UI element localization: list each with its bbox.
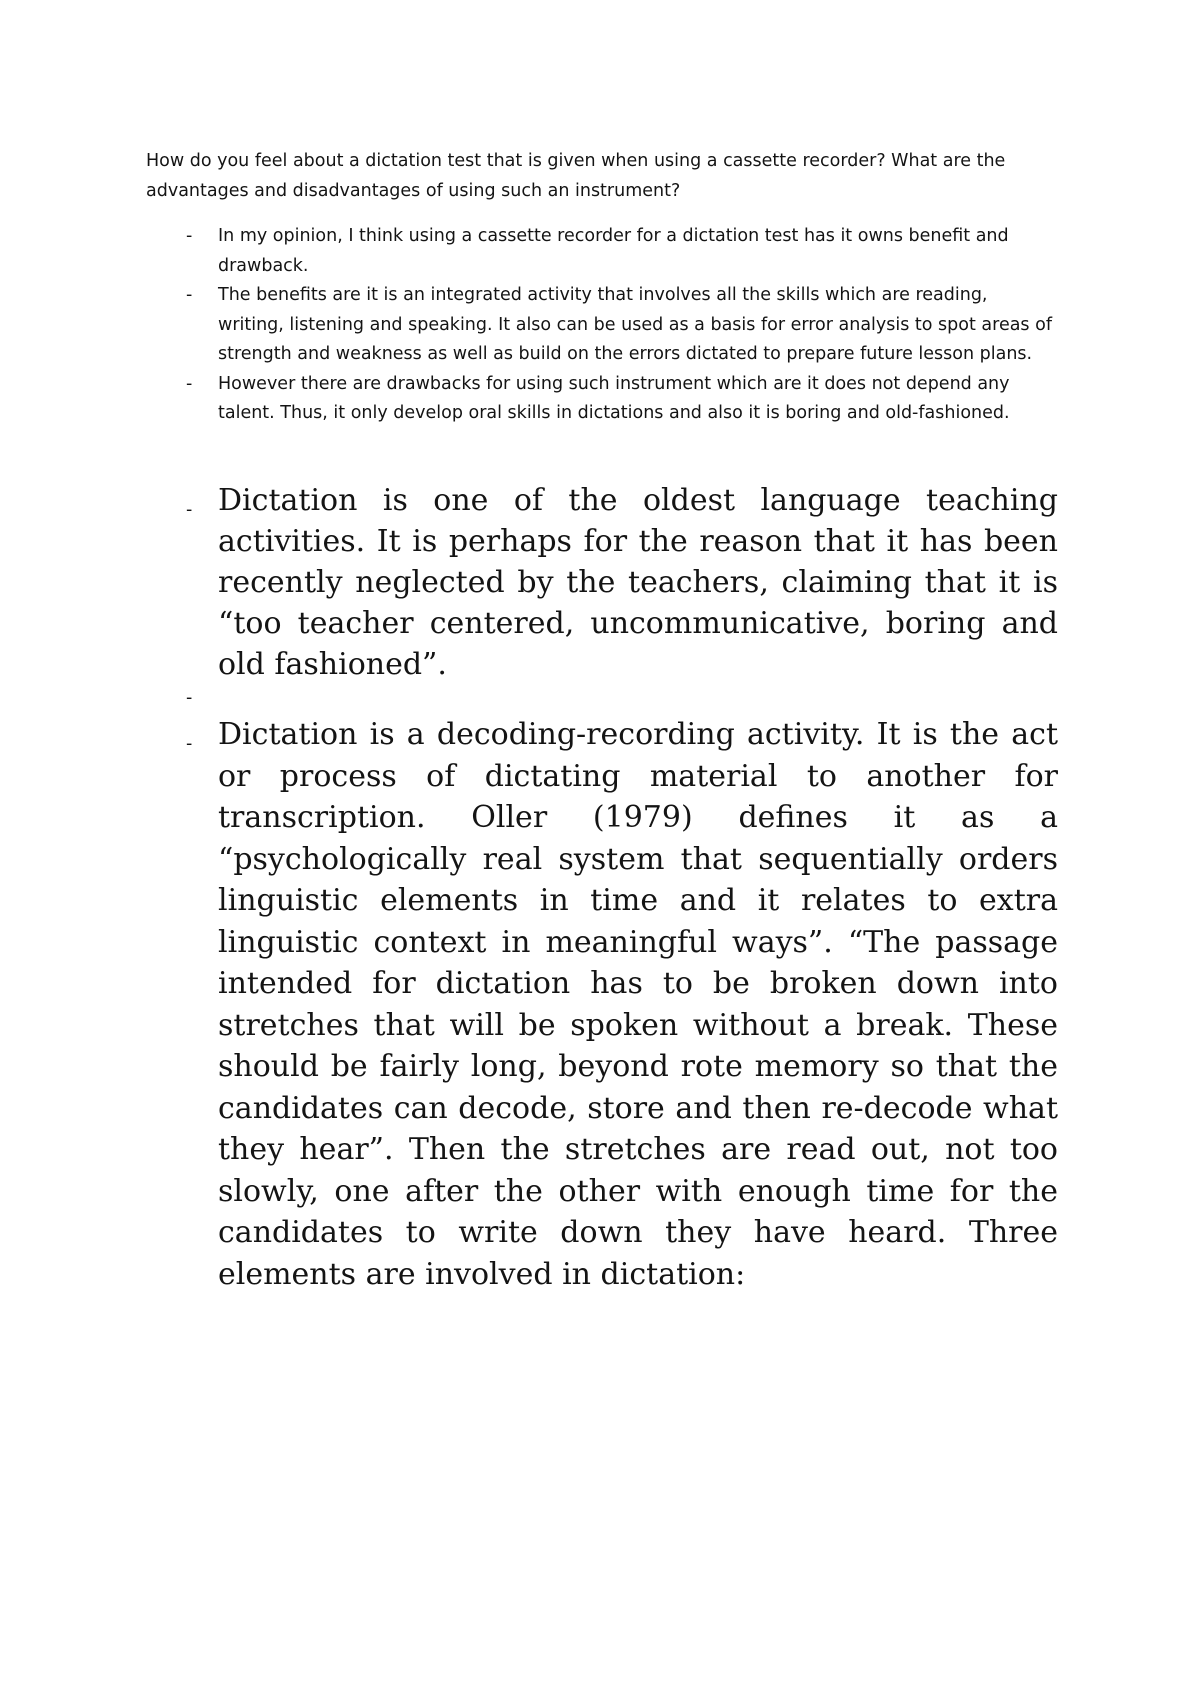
answer-item [0, 370, 1058, 429]
bullet-dash: - [186, 734, 193, 754]
answer-item [0, 222, 1058, 281]
paragraph-text: Dictation is a decoding-recording activity. It is the act or process of dictating material to another for transcription. Oller (1979) defines it as a “psychologically real system that sequentially orders linguistic elements in time and it relates to extra linguistic context in meaningful ways”. “The passage intended for dictation has to be broken down into stretches that will be spoken without a break. These should be fairly long, beyond rote memory so that the candidates can decode, store and then re-decode what they hear”. Then the stretches are read out, not too slowly, one after the other with enough time for the candidates to write down they have heard. Three elements are involved in dictation: [218, 717, 1058, 1292]
bullet-dash: - [186, 226, 193, 246]
answer-list [0, 222, 1058, 429]
bullet-dash: - [186, 500, 193, 520]
answer-text: In my opinion, I think using a cassette recorder for a dictation test has it owns benefit and drawback. [218, 226, 1009, 276]
answer-item [0, 281, 1058, 370]
answer-text: However there are drawbacks for using such instrument which are it does not depend any talent. Thus, it only develop oral skills in dictations and also it is boring and old-fashioned. [218, 373, 1010, 423]
empty-bullet-dash: - [186, 688, 193, 708]
bullet-dash: - [186, 373, 193, 394]
question-text: How do you feel about a dictation test that is given when using a cassette recorder? What are the advantages and disadvantages of using such an instrument? [146, 151, 1006, 201]
paragraph-item [0, 480, 1058, 685]
paragraph-item [0, 714, 1058, 1295]
bullet-dash: - [186, 285, 193, 305]
paragraph-text: Dictation is one of the oldest language teaching activities. It is perhaps for the reason that it has been recently neglected by the teachers, claiming that it is “too teacher centered, uncommunicative, boring and old fashioned”. [218, 483, 1058, 682]
answer-text: The benefits are it is an integrated activity that involves all the skills which are reading, writing, listening and speaking. It also can be used as a basis for error analysis to spot areas of strength and weakness as well as build on the errors dictated to prepare future lesson plans. [218, 285, 1052, 364]
